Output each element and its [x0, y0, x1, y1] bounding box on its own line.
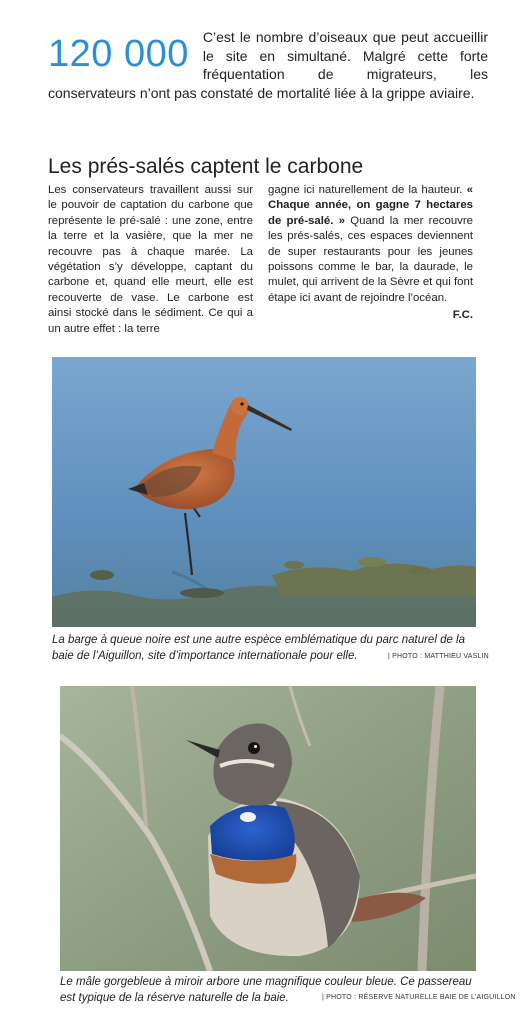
caption-text: La barge à queue noire est une autre espèce emblématique du parc naturel de la baie de l’Aiguillon, site d’importance internationale pour elle. [52, 634, 466, 662]
article-quote: « Chaque année, on gagne 7 hectares de pré-salé. » [268, 184, 473, 227]
section-title: Les prés-salés captent le carbone [48, 155, 364, 178]
photo-credit: | PHOTO : MATTHIEU VASLIN [388, 653, 489, 660]
stat-number: 120 000 [48, 33, 189, 75]
article-column-right [268, 183, 473, 324]
article-text: gagne ici naturellement de la hauteur. [268, 184, 463, 196]
photo-credit: | PHOTO : RÉSERVE NATURELLE BAIE DE L’AIGUILLON [322, 994, 516, 1001]
caption-text: Le mâle gorgebleue à miroir arbore une magnifique couleur bleue. Ce passereau est typique de la réserve naturelle de la baie. [60, 976, 472, 1004]
godwit-photo [52, 357, 476, 627]
photo-caption [60, 975, 480, 1006]
stat-block [48, 28, 488, 102]
article-column-left: Les conservateurs travaillent aussi sur le pouvoir de captation du carbone que représente le pré-salé : une zone, entre la terre et la vasière, que la mer ne recouvre pas à chaque marée. La végétation s’y développe, captant du carbone et, quand elle meurt, elle est recouverte de vase. Le carbone est ainsi stocké dans le sédiment. Ce qui a un autre effet : la terre [48, 184, 253, 335]
stat-text: C’est le nombre d’oiseaux que peut accueillir le site en simultané. Malgré cette forte fréquentation de migrateurs, les conservateurs n’ont pas constaté de mortalité liée à la grippe aviaire. [48, 29, 488, 101]
bluethroat-photo [60, 686, 476, 971]
article-text: Quand la mer recouvre les prés-salés, ces espaces deviennent de super restaurants pour les jeunes poissons comme le bar, la daurade, le mulet, qui arrivent de la Sèvre et qui font étape ici avant de rejoindre l’océan. [268, 214, 474, 304]
author-signature: F.C. [452, 309, 473, 322]
